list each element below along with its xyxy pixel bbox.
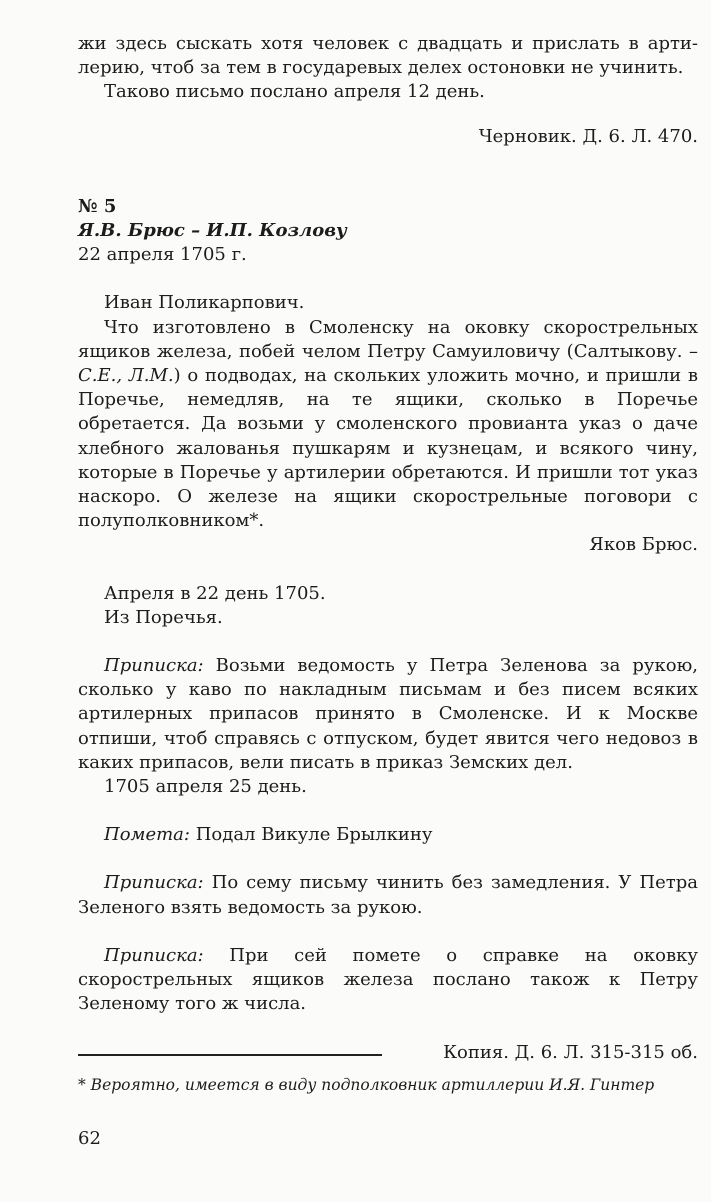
letter-body (78, 316, 698, 534)
sent-note: Таково письмо послано апреля 12 день. (104, 81, 485, 103)
salutation: Иван Поликарпович. (104, 292, 305, 314)
dateline: Апреля в 22 день 1705. (104, 582, 326, 604)
postscript-text: При сей помете о справке на оковку скорострельных ящиков железа послано також к Петру Зеленому того ж числа. (78, 944, 698, 1015)
postscript-label: Приписка: (104, 655, 204, 677)
postscript-text: По сему письму чинить без замедления. У Петра Зеленого взять ведомость за рукою. (78, 872, 698, 918)
page-content (78, 32, 698, 1065)
text-line: лерию, чтоб за тем в государевых делех остоновки не учинить. (78, 57, 684, 79)
mark-label: Помета: (104, 824, 190, 846)
text-line: жи здесь сыскать хотя человек с двадцать и прислать в арти- (78, 33, 698, 54)
postscript (78, 654, 698, 775)
body-text: ) о подводах, на скольких уложить мочно, и пришли в Поречье, немедляв, на те ящики, сколько в Поречье обретается. Да возьми у смоленского провианта указ о даче хлебного жалованья пушкарям и кузнецам, и всякого чину, которые в Поречье у артилерии обретаются. И пришли тот указ наскоро. О железе на ящики скорострельные поговори с полуполковником*. (78, 365, 698, 532)
archival-source: Копия. Д. 6. Л. 315-315 об. (443, 1041, 698, 1063)
signature: Яков Брюс. (589, 534, 698, 556)
postscript-date: 1705 апреля 25 день. (104, 776, 307, 798)
document-date: 22 апреля 1705 г. (78, 244, 247, 266)
editor-initials: С.Е., Л.М. (78, 365, 174, 387)
marginal-mark (78, 823, 698, 847)
dateline-place: Из Поречья. (104, 606, 223, 628)
postscript-label: Приписка: (104, 872, 204, 894)
mark-text: Подал Викуле Брылкину (189, 824, 433, 846)
page-number: 62 (78, 1128, 101, 1149)
document-heading: Я.В. Брюс – И.П. Козлову (78, 220, 347, 242)
document-number: № 5 (78, 195, 117, 217)
postscript (78, 871, 698, 919)
footnote: * Вероятно, имеется в виду подполковник артиллерии И.Я. Гинтер (78, 1076, 655, 1094)
body-text: Что изготовлено в Смоленску на оковку скорострельных ящиков железа, побей челом Петру Самуиловичу (Салтыкову. – (78, 316, 698, 362)
archival-source: Черновик. Д. 6. Л. 470. (478, 125, 698, 147)
footnote-divider (78, 1054, 382, 1056)
postscript-text: Возьми ведомость у Петра Зеленова за рукою, сколько у каво по накладным письмам и без писем всяких артилерных припасов принято в Смоленске. И к Москве отпиши, чтоб справясь с отпуском, будет явится чего недовоз в каких припасов, вели писать в приказ Земских дел. (78, 655, 698, 773)
postscript (78, 944, 698, 1017)
postscript-label: Приписка: (104, 944, 204, 966)
